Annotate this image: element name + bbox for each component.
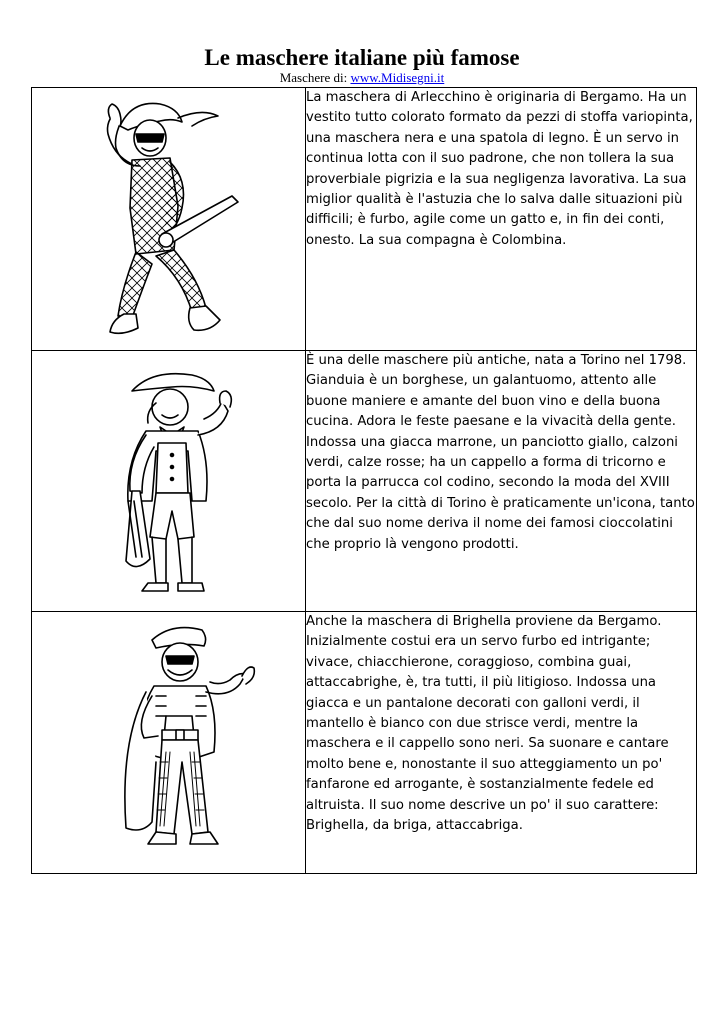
subtitle-prefix: Maschere di: <box>279 70 351 85</box>
description-cell: La maschera di Arlecchino è originaria di Bergamo. Ha un vestito tutto colorato formato da pezzi di stoffa variopinta, una maschera nera e una spatola di legno. È un servo in continua lotta con il suo padrone, che non tollera la sua proverbiale pigrizia e la sua negligenza lavorativa. La sua miglior qualità è l'astuzia che lo salva dalle situazioni più difficili; è furbo, agile come un gatto e, in fin dei conti, onesto. La sua compagna è Colombina. <box>306 88 697 351</box>
table-row <box>32 351 697 612</box>
page-subtitle <box>0 70 724 86</box>
gianduia-illustration <box>32 351 305 611</box>
midisegni-link[interactable]: www.Midisegni.it <box>350 70 445 85</box>
masks-table <box>31 87 697 874</box>
image-cell <box>32 612 306 874</box>
brighella-illustration <box>32 612 305 873</box>
description-cell: Anche la maschera di Brighella proviene da Bergamo. Inizialmente costui era un servo furbo ed intrigante; vivace, chiacchierone, coraggioso, combina guai, attaccabrighe, è, tra tutti, il più litigioso. Indossa una giacca e un pantalone decorati con galloni verdi, il mantello è bianco con due strisce verdi, mentre la maschera e il cappello sono neri. Sa suonare e cantare molto bene e, nonostante il suo atteggiamento un po' fanfarone ed arrogante, è sostanzialmente fedele ed altruista. Il suo nome descrive un po' il suo carattere: Brighella, da briga, attaccabriga. <box>306 612 697 874</box>
table-row <box>32 612 697 874</box>
table-row <box>32 88 697 351</box>
image-cell <box>32 351 306 612</box>
image-cell <box>32 88 306 351</box>
page-title: Le maschere italiane più famose <box>204 45 520 70</box>
description-cell: È una delle maschere più antiche, nata a Torino nel 1798. Gianduia è un borghese, un galantuomo, attento alle buone maniere e amante del buon vino e della buona cucina. Adora le feste paesane e la vivacità della gente. Indossa una giacca marrone, un panciotto giallo, calzoni verdi, calze rosse; ha un cappello a forma di tricorno e porta la parrucca col codino, secondo la moda del XVIII secolo. Per la città di Torino è praticamente un'icona, tanto che dal suo nome deriva il nome dei famosi cioccolatini che proprio là vengono prodotti. <box>306 351 697 612</box>
arlecchino-illustration <box>32 88 305 350</box>
